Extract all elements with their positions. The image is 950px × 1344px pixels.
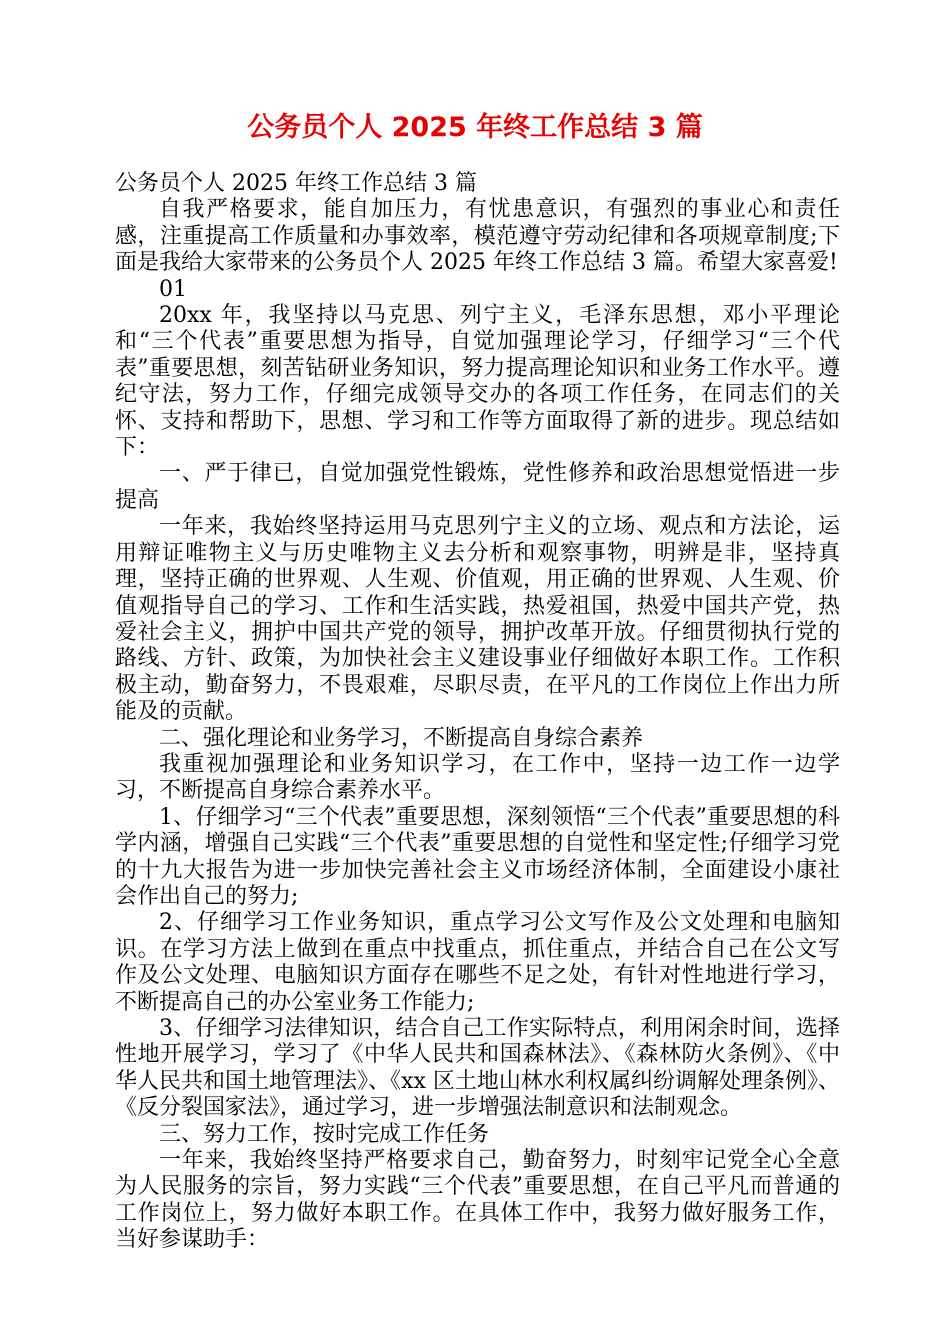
intro-paragraph: 自我严格要求，能自加压力，有忧患意识，有强烈的事业心和责任感，注重提高工作质量和办事效率，模范遵守劳动纪律和各项规章制度;下面是我给大家带来的公务员个人 2025 年终工作总结 3 篇。希望大家喜爱! — [115, 197, 840, 276]
section-heading: 二、强化理论和业务学习，不断提高自身综合素养 — [159, 725, 644, 751]
body-paragraph: 20xx 年，我坚持以马克思、列宁主义，毛泽东思想，邓小平理论和“三个代表”重要思想为指导，自觉加强理论学习，仔细学习“三个代表”重要思想，刻苦钻研业务知识，努力提高理论知识和业务工作水平。遵纪守法，努力工作，仔细完成领导交办的各项工作任务，在同志们的关怀、支持和帮助下，思想、学习和工作等方面取得了新的进步。现总结如下： — [115, 303, 840, 461]
subtitle-line: 公务员个人 2025 年终工作总结 3 篇 — [115, 171, 477, 196]
document-body — [115, 171, 840, 1254]
section-number: 01 — [159, 276, 187, 302]
body-paragraph: 我重视加强理论和业务知识学习，在工作中，坚持一边工作一边学习，不断提高自身综合素养水平。 — [115, 751, 840, 804]
section-heading: 一、严于律已，自觉加强党性锻炼，党性修养和政治思想觉悟进一步提高 — [115, 461, 840, 513]
list-item: 3、仔细学习法律知识，结合自己工作实际特点，利用闲余时间，选择性地开展学习，学习了《中华人民共和国森林法》、《森林防火条例》、《中华人民共和国土地管理法》、《xx 区土地山林水利权属纠纷调解处理条例》、《反分裂国家法》，通过学习，进一步增强法制意识和法制观念。 — [115, 1016, 840, 1121]
section-heading: 三、努力工作，按时完成工作任务 — [159, 1121, 490, 1147]
list-item: 2、仔细学习工作业务知识，重点学习公文写作及公文处理和电脑知识。在学习方法上做到在重点中找重点，抓住重点，并结合自己在公文写作及公文处理、电脑知识方面存在哪些不足之处，有针对性地进行学习，不断提高自己的办公室业务工作能力; — [115, 910, 840, 1015]
list-item: 1、仔细学习“三个代表”重要思想，深刻领悟“三个代表”重要思想的科学内涵，增强自己实践“三个代表”重要思想的自觉性和坚定性;仔细学习党的十九大报告为进一步加快完善社会主义市场经济体制，全面建设小康社会作出自己的努力; — [115, 804, 840, 909]
body-paragraph: 一年来，我始终坚持运用马克思列宁主义的立场、观点和方法论，运用辩证唯物主义与历史唯物主义去分析和观察事物，明辨是非，坚持真理，坚持正确的世界观、人生观、价值观，用正确的世界观、人生观、价值观指导自己的学习、工作和生活实践，热爱祖国，热爱中国共产党，热爱社会主义，拥护中国共产党的领导，拥护改革开放。仔细贯彻执行党的路线、方针、政策，为加快社会主义建设事业仔细做好本职工作。工作积极主动，勤奋努力，不畏艰难，尽职尽责，在平凡的工作岗位上作出力所能及的贡献。 — [115, 514, 840, 725]
body-paragraph: 一年来，我始终坚持严格要求自己，勤奋努力，时刻牢记党全心全意为人民服务的宗旨，努力实践“三个代表”重要思想，在自己平凡而普通的工作岗位上，努力做好本职工作。在具体工作中，我努力做好服务工作，当好参谋助手： — [115, 1148, 840, 1253]
document-title: 公务员个人 2025 年终工作总结 3 篇 — [247, 112, 703, 143]
